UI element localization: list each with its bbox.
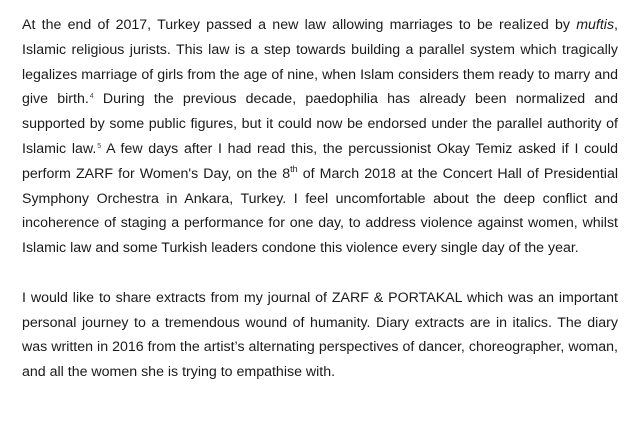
- footnote-ref-4[interactable]: 4: [89, 93, 94, 101]
- sentence-paedophilia: During the previous decade, paedophilia has already been normalized and supported by some public figures, but it could now be endorsed under the parallel authority of Islamic law.: [22, 91, 618, 157]
- sentence-womens-day: A few days after I had read this, the percussionist Okay Temiz asked if I could perform ZARF for Women's Day, on the 8: [22, 140, 618, 182]
- sentence-law-cont: , Islamic religious jurists. This law is a step towards building a parallel system which tragically legalizes marriage of girls from the age of nine, when Islam considers them ready to marry and give birth.: [22, 17, 618, 108]
- term-muftis: muftis: [576, 17, 615, 33]
- journal-text: I would like to share extracts from my journal of ZARF & PORTAKAL which was an important personal journey to a tremendous wound of humanity. Diary extracts are in italics. The diary was written in 2016 from the artist’s alternating perspectives of dancer, choreographer, woman, and all the women she is trying to empathise with.: [22, 289, 618, 381]
- sentence-concert-hall: of March 2018 at the Concert Hall of Presidential Symphony Orchestra in Ankara, Turkey. I feel uncomfortable about the deep conflict and incoherence of staging a performance for one day, to address violence against women, whilst Islamic law and some Turkish leaders condone this violence every single day of the year.: [22, 165, 618, 257]
- paragraph-turkey-law: [22, 13, 618, 261]
- footnote-ref-5[interactable]: 5: [97, 142, 102, 150]
- sentence-law-intro: At the end of 2017, Turkey passed a new law allowing marriages to be realized by: [22, 17, 577, 33]
- paragraph-journal-extracts: [22, 286, 618, 385]
- ordinal-suffix: th: [290, 163, 298, 174]
- document-body: [22, 13, 618, 385]
